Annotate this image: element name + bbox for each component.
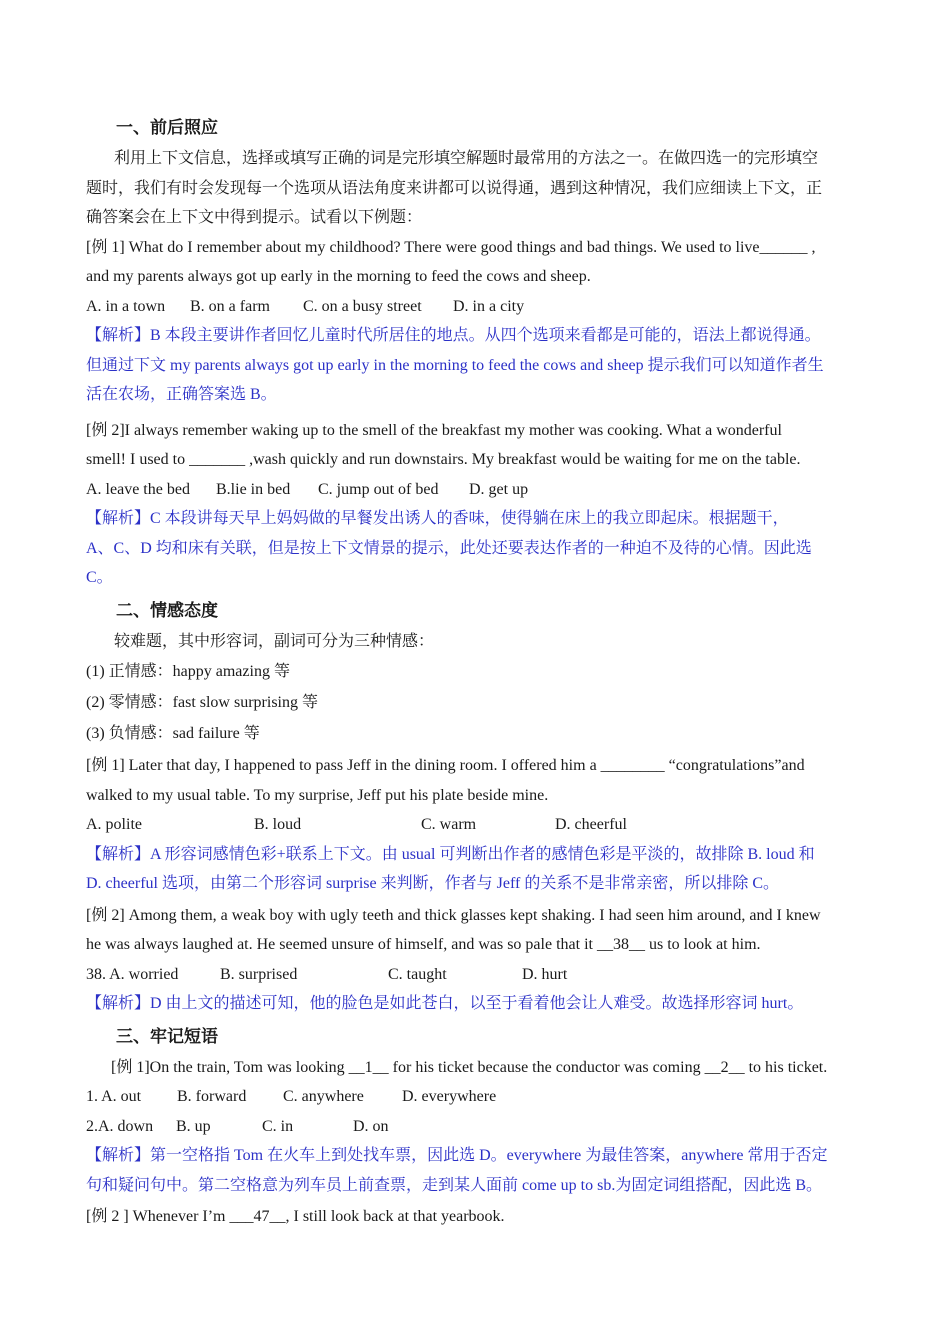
option: B. up	[176, 1117, 211, 1135]
example-line	[86, 1053, 866, 1083]
example-line: [例 2]I always remember waking up to the smell of the breakfast my mother was cooking. What a wonderful	[86, 421, 782, 439]
example-line: walked to my usual table. To my surprise, Jeff put his plate beside mine.	[86, 786, 549, 804]
analysis-line: 【解析】B 本段主要讲作者回忆儿童时代所居住的地点。从四个选项来看都是可能的，语法上都说得通。	[86, 327, 821, 344]
options-row	[86, 292, 866, 322]
analysis-line: 【解析】第一空格指 Tom 在火车上到处找车票，因此选 D。everywhere 为最佳答案，anywhere 常用于否定	[86, 1147, 828, 1164]
example-line	[86, 1202, 866, 1232]
list-item: (3) 负情感：sad failure 等	[86, 725, 260, 742]
analysis-line: C。	[86, 569, 113, 586]
option: A. polite	[86, 816, 142, 833]
answer-blank: __2__	[704, 1058, 745, 1076]
option: 2.A. down	[86, 1117, 154, 1135]
options-row	[86, 960, 866, 990]
text-run: [例 1]On the train, Tom was looking	[111, 1058, 349, 1076]
text-run: [例 2 ] Whenever I’m	[86, 1208, 230, 1225]
analysis-line: 【解析】A 形容词感情色彩+联系上下文。由 usual 可判断出作者的感情色彩是平淡的，故排除 B. loud 和	[86, 845, 815, 863]
analysis-line: D. cheerful 选项，由第二个形容词 surprise 来判断，作者与 Jeff 的关系不是非常亲密，所以排除 C。	[86, 875, 779, 892]
option: B. surprised	[220, 965, 298, 983]
option: D. get up	[469, 480, 529, 498]
option: A. in a town	[86, 297, 166, 315]
option: C. anywhere	[283, 1088, 364, 1105]
option: C. on a busy street	[303, 297, 422, 315]
example-line: [例 1] Later that day, I happened to pass Jeff in the dining room. I offered him a ________ “congratulations”and	[86, 757, 805, 774]
example-line: and my parents always got up early in the morning to feed the cows and sheep.	[86, 268, 591, 285]
answer-blank: __1__	[348, 1058, 389, 1076]
text-run: for his ticket because the conductor was coming	[388, 1058, 705, 1076]
document-page	[86, 110, 866, 1232]
answer-blank: ___47__	[229, 1208, 286, 1225]
list-item: (2) 零情感：fast slow surprising 等	[86, 694, 318, 711]
option: C. jump out of bed	[318, 480, 439, 498]
paragraph-line: 题时，我们有时会发现每一个选项从语法角度来讲都可以说得通，遇到这种情况，我们应细读上下文，正	[86, 179, 823, 197]
analysis-line: 【解析】C 本段讲每天早上妈妈做的早餐发出诱人的香味，使得躺在床上的我立即起床。根据题干，	[86, 510, 789, 527]
paragraph-line: 较难题，其中形容词，副词可分为三种情感：	[114, 632, 435, 650]
option: D. on	[353, 1117, 389, 1135]
paragraph-line: 确答案会在上下文中得到提示。试看以下例题：	[86, 209, 423, 226]
list-item: (1) 正情感：happy amazing 等	[86, 663, 290, 680]
example-line: [例 2] Among them, a weak boy with ugly teeth and thick glasses kept shaking. I had seen him around, and I knew	[86, 906, 821, 924]
option: B. on a farm	[190, 297, 270, 315]
option: B.lie in bed	[216, 480, 291, 498]
option: 1. A. out	[86, 1088, 142, 1105]
option: C. in	[262, 1117, 294, 1135]
analysis-line: 活在农场，正确答案选 B。	[86, 386, 277, 403]
analysis-line: A、C、D 均和床有关联，但是按上下文情景的提示，此处还要表达作者的一种迫不及待的心情。因此选	[86, 539, 812, 557]
section-heading: 一、前后照应	[116, 118, 218, 137]
option: B. loud	[254, 816, 302, 833]
example-line: [例 1] What do I remember about my childhood? There were good things and bad things. We used to live______ ,	[86, 238, 816, 256]
option: C. taught	[388, 965, 447, 983]
analysis-line: 【解析】D 由上文的描述可知，他的脸色是如此苍白，以至于看着他会让人难受。故选择形容词 hurt。	[86, 995, 804, 1012]
text-run: to his ticket.	[744, 1058, 828, 1076]
options-row	[86, 810, 866, 840]
options-row	[86, 1082, 866, 1112]
option: D. everywhere	[402, 1088, 497, 1105]
analysis-line: 句和疑问句中。第二空格意为列车员上前查票，走到某人面前 come up to sb.为固定词组搭配，因此选 B。	[86, 1176, 822, 1194]
section-heading: 三、牢记短语	[116, 1026, 218, 1046]
option: 38. A. worried	[86, 965, 179, 983]
text-run: , I still look back at that yearbook.	[285, 1208, 505, 1225]
section-heading: 二、情感态度	[116, 600, 218, 620]
option: D. in a city	[453, 297, 525, 315]
options-row	[86, 1112, 866, 1142]
option: D. cheerful	[555, 816, 627, 833]
options-row	[86, 475, 866, 505]
option: D. hurt	[522, 965, 568, 983]
paragraph-line: 利用上下文信息，选择或填写正确的词是完形填空解题时最常用的方法之一。在做四选一的完形填空	[114, 150, 819, 167]
example-line: he was always laughed at. He seemed unsure of himself, and was so pale that it __38__ us to look at him.	[86, 936, 761, 953]
option: A. leave the bed	[86, 480, 190, 498]
option: B. forward	[177, 1088, 247, 1105]
option: C. warm	[421, 816, 477, 833]
example-line: smell! I used to _______ ,wash quickly and run downstairs. My breakfast would be waiting for me on the table.	[86, 451, 801, 468]
analysis-line: 但通过下文 my parents always got up early in the morning to feed the cows and sheep 提示我们可以知道作者生	[86, 356, 824, 374]
